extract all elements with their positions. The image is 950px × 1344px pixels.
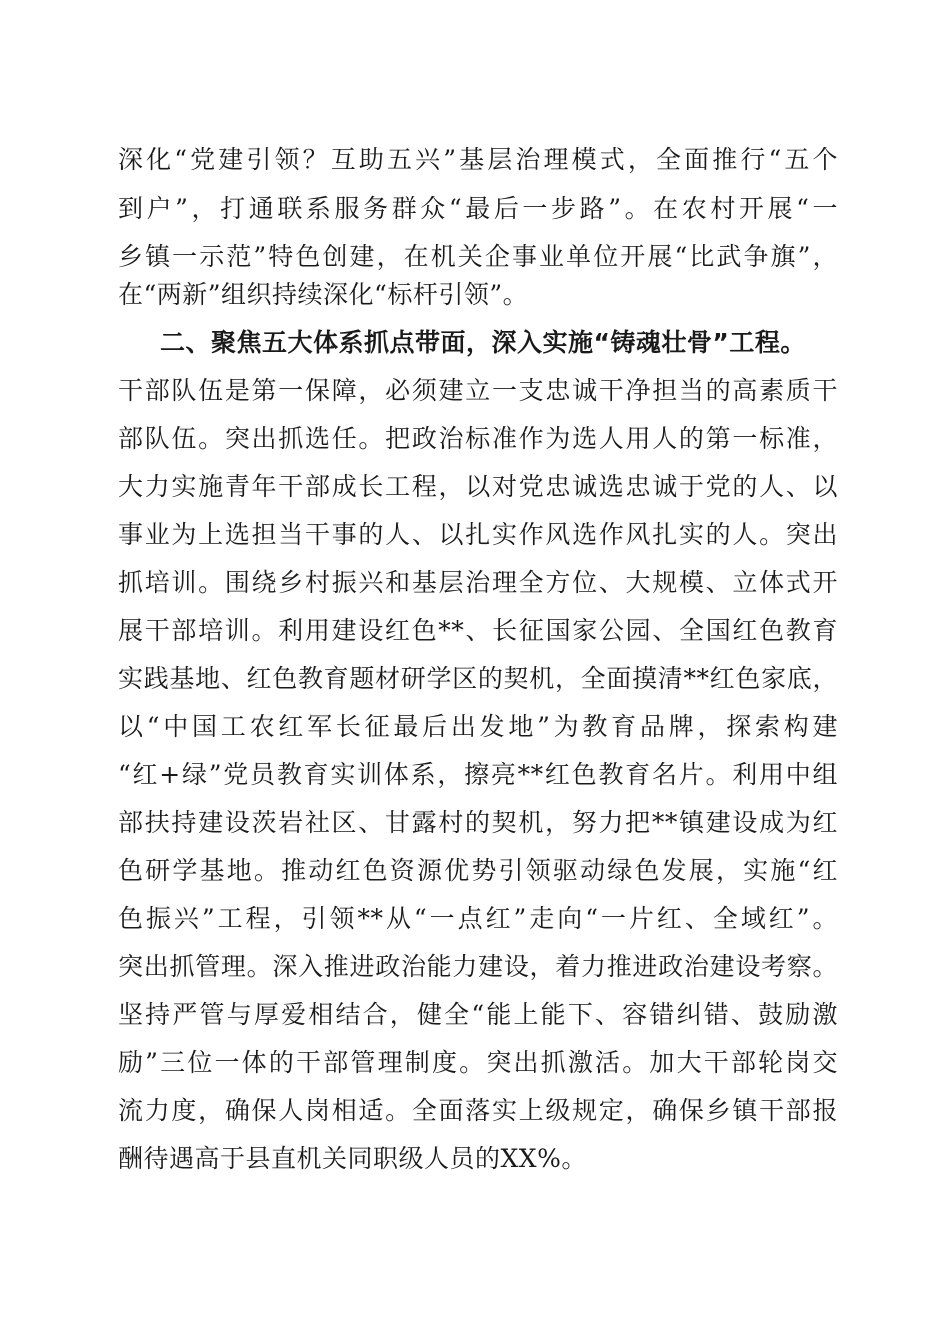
paragraph-line: 色振兴”工程，引领**从“一点红”走向“一片红、全域红”。 [118, 904, 838, 933]
paragraph-line: 实践基地、红色教育题材研学区的契机，全面摸清**红色家底， [118, 664, 838, 693]
paragraph-line: 抓培训。围绕乡村振兴和基层治理全方位、大规模、立体式开 [118, 568, 838, 597]
paragraph-line: “红+绿”党员教育实训体系，擦亮**红色教育名片。利用中组 [118, 760, 838, 789]
paragraph-line: 深化“党建引领？互助五兴”基层治理模式，全面推行“五个 [118, 145, 838, 174]
paragraph-line: 大力实施青年干部成长工程，以对党忠诚选忠诚于党的人、以 [118, 472, 838, 501]
paragraph-line: 励”三位一体的干部管理制度。突出抓激活。加大干部轮岗交 [118, 1048, 838, 1077]
section-heading: 二、聚焦五大体系抓点带面，深入实施“铸魂壮骨”工程。 [160, 328, 806, 357]
paragraph-line: 突出抓管理。深入推进政治能力建设，着力推进政治建设考察。 [118, 952, 838, 981]
paragraph-line: 乡镇一示范”特色创建，在机关企事业单位开展“比武争旗”， [118, 242, 838, 271]
paragraph-line: 在“两新”组织持续深化“标杆引领”。 [118, 280, 529, 309]
paragraph-line: 干部队伍是第一保障，必须建立一支忠诚干净担当的高素质干 [118, 376, 838, 405]
paragraph-line: 以“中国工农红军长征最后出发地”为教育品牌，探索构建 [118, 712, 838, 741]
paragraph-line: 色研学基地。推动红色资源优势引领驱动绿色发展，实施“红 [118, 856, 838, 885]
paragraph-line: 部队伍。突出抓选任。把政治标准作为选人用人的第一标准， [118, 424, 838, 453]
paragraph-line: 酬待遇高于县直机关同职级人员的XX%。 [118, 1144, 587, 1173]
paragraph-line: 展干部培训。利用建设红色**、长征国家公园、全国红色教育 [118, 616, 838, 645]
paragraph-line: 坚持严管与厚爱相结合，健全“能上能下、容错纠错、鼓励激 [118, 1000, 838, 1029]
paragraph-line: 部扶持建设茨岩社区、甘露村的契机，努力把**镇建设成为红 [118, 808, 838, 837]
paragraph-line: 事业为上选担当干事的人、以扎实作风选作风扎实的人。突出 [118, 520, 838, 549]
paragraph-line: 流力度，确保人岗相适。全面落实上级规定，确保乡镇干部报 [118, 1096, 838, 1125]
paragraph-line: 到户”，打通联系服务群众“最后一步路”。在农村开展“一 [118, 194, 838, 223]
